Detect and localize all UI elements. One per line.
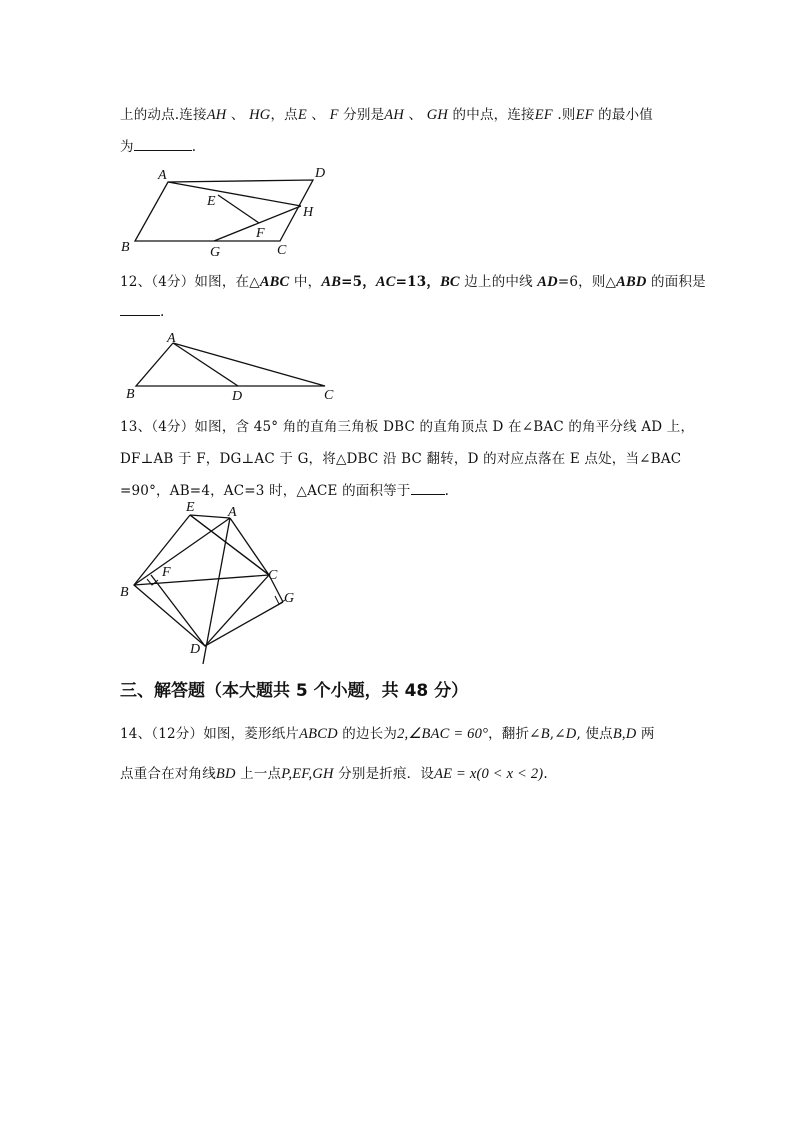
label-B: B <box>120 585 129 600</box>
text: 分别是折痕．设 <box>333 766 435 782</box>
label-B: B <box>126 387 135 402</box>
math-var: BC <box>440 274 460 290</box>
text: 、 <box>306 107 330 123</box>
label-G: G <box>284 591 295 606</box>
text: ，点 <box>270 107 298 123</box>
label-D: D <box>232 389 243 404</box>
text: 12、（4分）如图，在△ <box>120 274 260 290</box>
math-expr: AE = x <box>434 766 477 782</box>
math-var: AD <box>537 274 558 290</box>
math-var: AH <box>384 107 405 123</box>
label-D: D <box>315 166 326 181</box>
math-var: ABD <box>616 274 647 290</box>
math-var: EF <box>534 107 553 123</box>
text: . <box>444 483 450 499</box>
text: . <box>191 139 197 155</box>
label-C: C <box>277 243 287 258</box>
q13-line2 <box>120 447 681 467</box>
label-E: E <box>186 500 195 515</box>
math-var: ABCD <box>299 726 338 742</box>
math-var: F <box>329 107 339 123</box>
text: 的边长为 <box>337 726 398 742</box>
math-var: E <box>297 107 307 123</box>
text: 14、（12分）如图，菱形纸片 <box>120 726 300 742</box>
text: 的最小值 <box>593 107 653 123</box>
segment-DF <box>151 575 205 646</box>
math-var: BD <box>215 766 236 782</box>
q12-line2 <box>120 303 165 320</box>
label-F: F <box>162 565 171 580</box>
q14-line2 <box>120 762 548 783</box>
label-C: C <box>268 568 278 583</box>
text: =13， <box>395 274 441 290</box>
text: 、 <box>404 107 427 123</box>
bisector-AD <box>203 518 230 664</box>
median-AD <box>173 343 238 386</box>
segment-DG-ext <box>205 602 283 646</box>
parallelogram-ABCD <box>135 180 313 241</box>
text: , 使点 <box>576 726 613 742</box>
text: 13、（4分）如图，含 45° 角的直角三角板 DBC 的直角顶点 D 在∠BAC 的角平分线 AD 上， <box>120 419 695 435</box>
math-var: AH <box>206 107 227 123</box>
segment-AEF <box>218 195 259 223</box>
math-var: B,D <box>612 726 637 742</box>
answer-blank[interactable] <box>134 138 192 151</box>
math-expr: 2,∠BAC = 60° <box>397 726 489 742</box>
text: 两 <box>636 726 655 742</box>
text: ，翻折∠ <box>488 726 541 742</box>
math-var: GH <box>426 107 449 123</box>
label-D: D <box>190 642 201 657</box>
section-title: 三、解答题（本大题共 5 个小题，共 48 分） <box>120 681 469 701</box>
text: 、 <box>226 107 250 123</box>
text: =90°，AB=4，AC=3 时，△ACE 的面积等于 <box>120 483 411 499</box>
label-H: H <box>303 205 314 220</box>
segment-AB <box>134 518 230 585</box>
label-C: C <box>324 388 334 403</box>
answer-blank[interactable] <box>120 303 160 316</box>
triangle-ABC <box>136 343 325 386</box>
q13-triangle-figure <box>118 498 308 668</box>
math-var: HG <box>249 107 271 123</box>
label-A: A <box>167 331 176 346</box>
q13-line1 <box>120 415 694 435</box>
text: . <box>160 304 165 320</box>
q14-line1 <box>120 722 655 743</box>
text: . <box>543 766 548 782</box>
segment-AH <box>168 182 301 206</box>
math-var: P,EF,GH <box>281 766 334 782</box>
text: ,∠ <box>549 726 566 742</box>
math-var: EF <box>575 107 594 123</box>
math-var: AB <box>321 274 342 290</box>
label-A: A <box>228 505 237 520</box>
text: =6，则△ <box>557 274 617 290</box>
text: 为 <box>120 139 134 155</box>
q11-line2 <box>120 135 196 155</box>
text: DF⊥AB 于 F，DG⊥AC 于 G，将△DBC 沿 BC 翻转，D 的对应点落在 E 点处，当∠BAC <box>120 451 682 467</box>
label-B: B <box>121 240 130 255</box>
q12-triangle-figure <box>118 330 348 402</box>
math-expr: (0 < x < 2) <box>476 766 544 782</box>
math-var: ABC <box>259 274 290 290</box>
text: 上一点 <box>235 766 282 782</box>
label-F: F <box>256 226 265 241</box>
label-G: G <box>210 245 221 260</box>
text: 点重合在对角线 <box>120 766 216 782</box>
text: 的面积是 <box>646 274 706 290</box>
q12-line1 <box>120 270 706 291</box>
label-E: E <box>207 194 216 209</box>
q13-line3 <box>120 479 449 499</box>
text: 边上的中线 <box>459 274 538 290</box>
q11-parallelogram-figure <box>118 162 338 262</box>
text: =5， <box>341 274 376 290</box>
answer-blank[interactable] <box>411 482 445 495</box>
math-var: AC <box>375 274 396 290</box>
text: 上的动点.连接 <box>120 107 207 123</box>
math-var: D <box>565 726 577 742</box>
segment-EA <box>190 515 230 518</box>
text: .则 <box>552 107 576 123</box>
q11-line1 <box>120 103 653 124</box>
segment-AC <box>230 518 269 575</box>
text: 的中点，连接 <box>448 107 535 123</box>
text: 分别是 <box>338 107 385 123</box>
math-var: B <box>540 726 550 742</box>
label-A: A <box>158 168 167 183</box>
text: 中， <box>289 274 322 290</box>
